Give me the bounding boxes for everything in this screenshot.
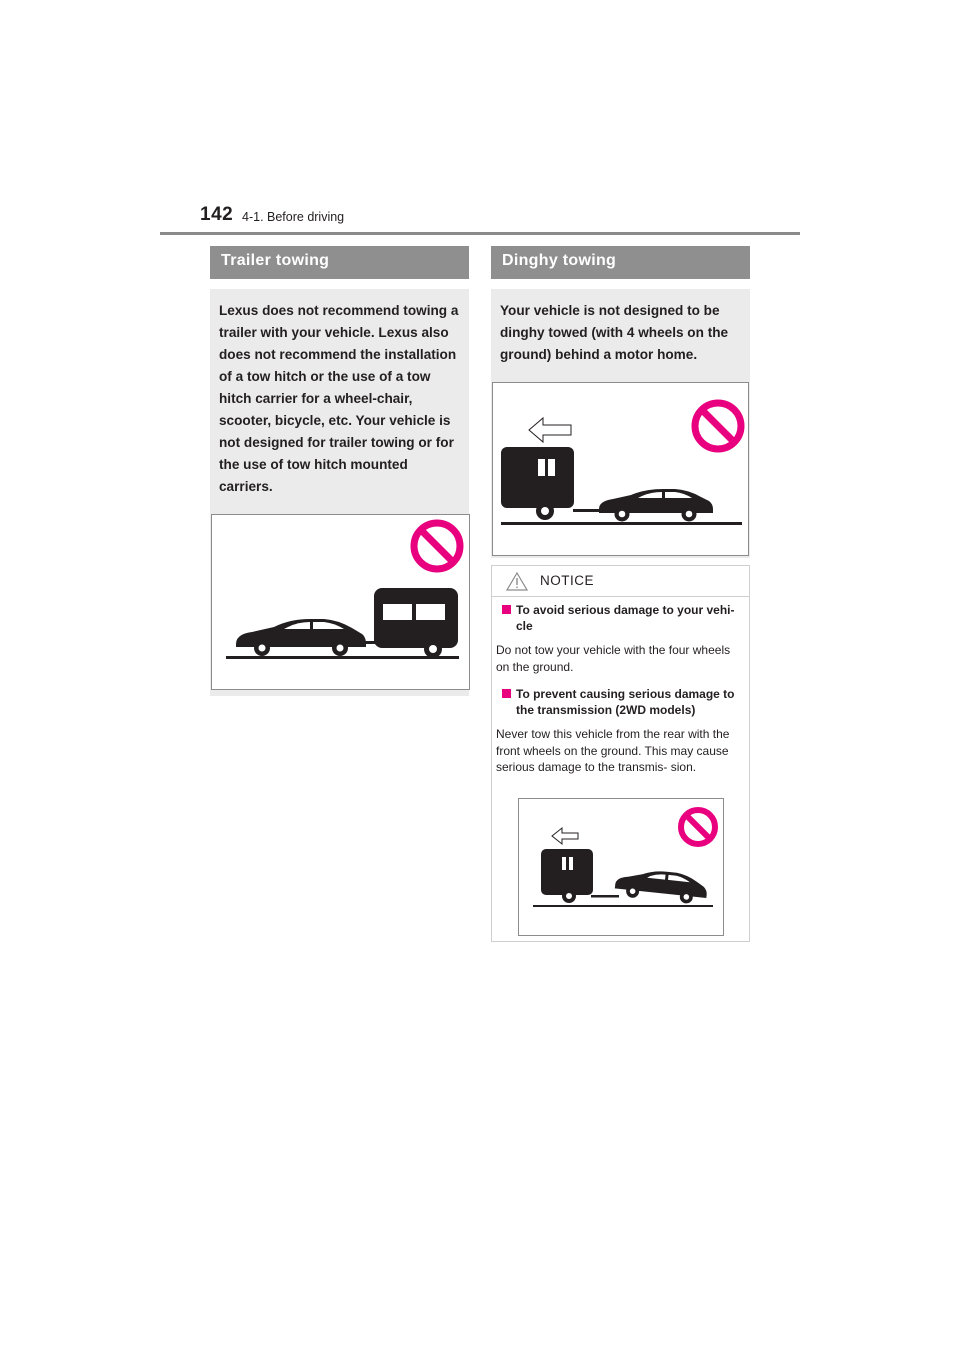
car-icon bbox=[236, 619, 366, 656]
notice-item-text: Do not tow your vehicle with the four wheels on the ground. bbox=[496, 643, 731, 674]
motor-home-icon bbox=[541, 849, 593, 903]
notice-item-title: To avoid serious damage to your vehi- cle bbox=[498, 603, 743, 634]
notice-title: NOTICE bbox=[540, 573, 595, 588]
header-divider bbox=[160, 232, 800, 235]
trailer-icon bbox=[374, 588, 458, 658]
notice-item bbox=[492, 687, 749, 776]
trailer-towing-section bbox=[210, 246, 469, 696]
trailer-towing-text: Lexus does not recommend towing a trailer with your vehicle. Lexus also does not recommend the installation of a tow hitch or the use of a tow hitch carrier for a wheel-chair, scooter, bicycle, etc. Your vehicle is not designed for trailer towing or for the use of tow hitch mounted carriers. bbox=[219, 303, 459, 494]
warning-triangle-icon bbox=[506, 572, 528, 591]
motor-home-icon bbox=[501, 447, 574, 520]
prohibition-icon bbox=[414, 523, 460, 569]
notice-item bbox=[492, 603, 749, 675]
trailer-towing-body bbox=[210, 289, 469, 696]
dinghy-towing-body bbox=[491, 289, 750, 558]
rear-towing-illustration bbox=[518, 798, 724, 936]
notice-item-text: Never tow this vehicle from the rear with the front wheels on the ground. This may cause serious damage to the transmis- sion. bbox=[496, 727, 730, 774]
arrow-left-icon bbox=[529, 418, 571, 442]
section-reference: 4-1. Before driving bbox=[242, 210, 345, 224]
arrow-left-icon bbox=[552, 828, 578, 844]
page-number: 142 bbox=[200, 204, 234, 225]
dinghy-towing-title: Dinghy towing bbox=[491, 246, 750, 279]
car-icon bbox=[599, 489, 713, 522]
notice-header bbox=[492, 566, 749, 597]
car-icon bbox=[614, 866, 709, 905]
bullet-square-icon bbox=[502, 605, 511, 614]
dinghy-towing-text: Your vehicle is not designed to be dinghy towed (with 4 wheels on the ground) behind a motor home. bbox=[500, 303, 729, 362]
trailer-towing-title: Trailer towing bbox=[210, 246, 469, 279]
prohibition-icon bbox=[695, 403, 741, 449]
bullet-square-icon bbox=[502, 689, 511, 698]
notice-box bbox=[491, 565, 750, 942]
dinghy-towing-section bbox=[491, 246, 750, 558]
notice-item-title: To prevent causing serious damage to the transmission (2WD models) bbox=[498, 687, 743, 718]
trailer-towing-illustration bbox=[211, 514, 470, 690]
prohibition-icon bbox=[681, 810, 715, 844]
dinghy-towing-illustration bbox=[492, 382, 749, 556]
